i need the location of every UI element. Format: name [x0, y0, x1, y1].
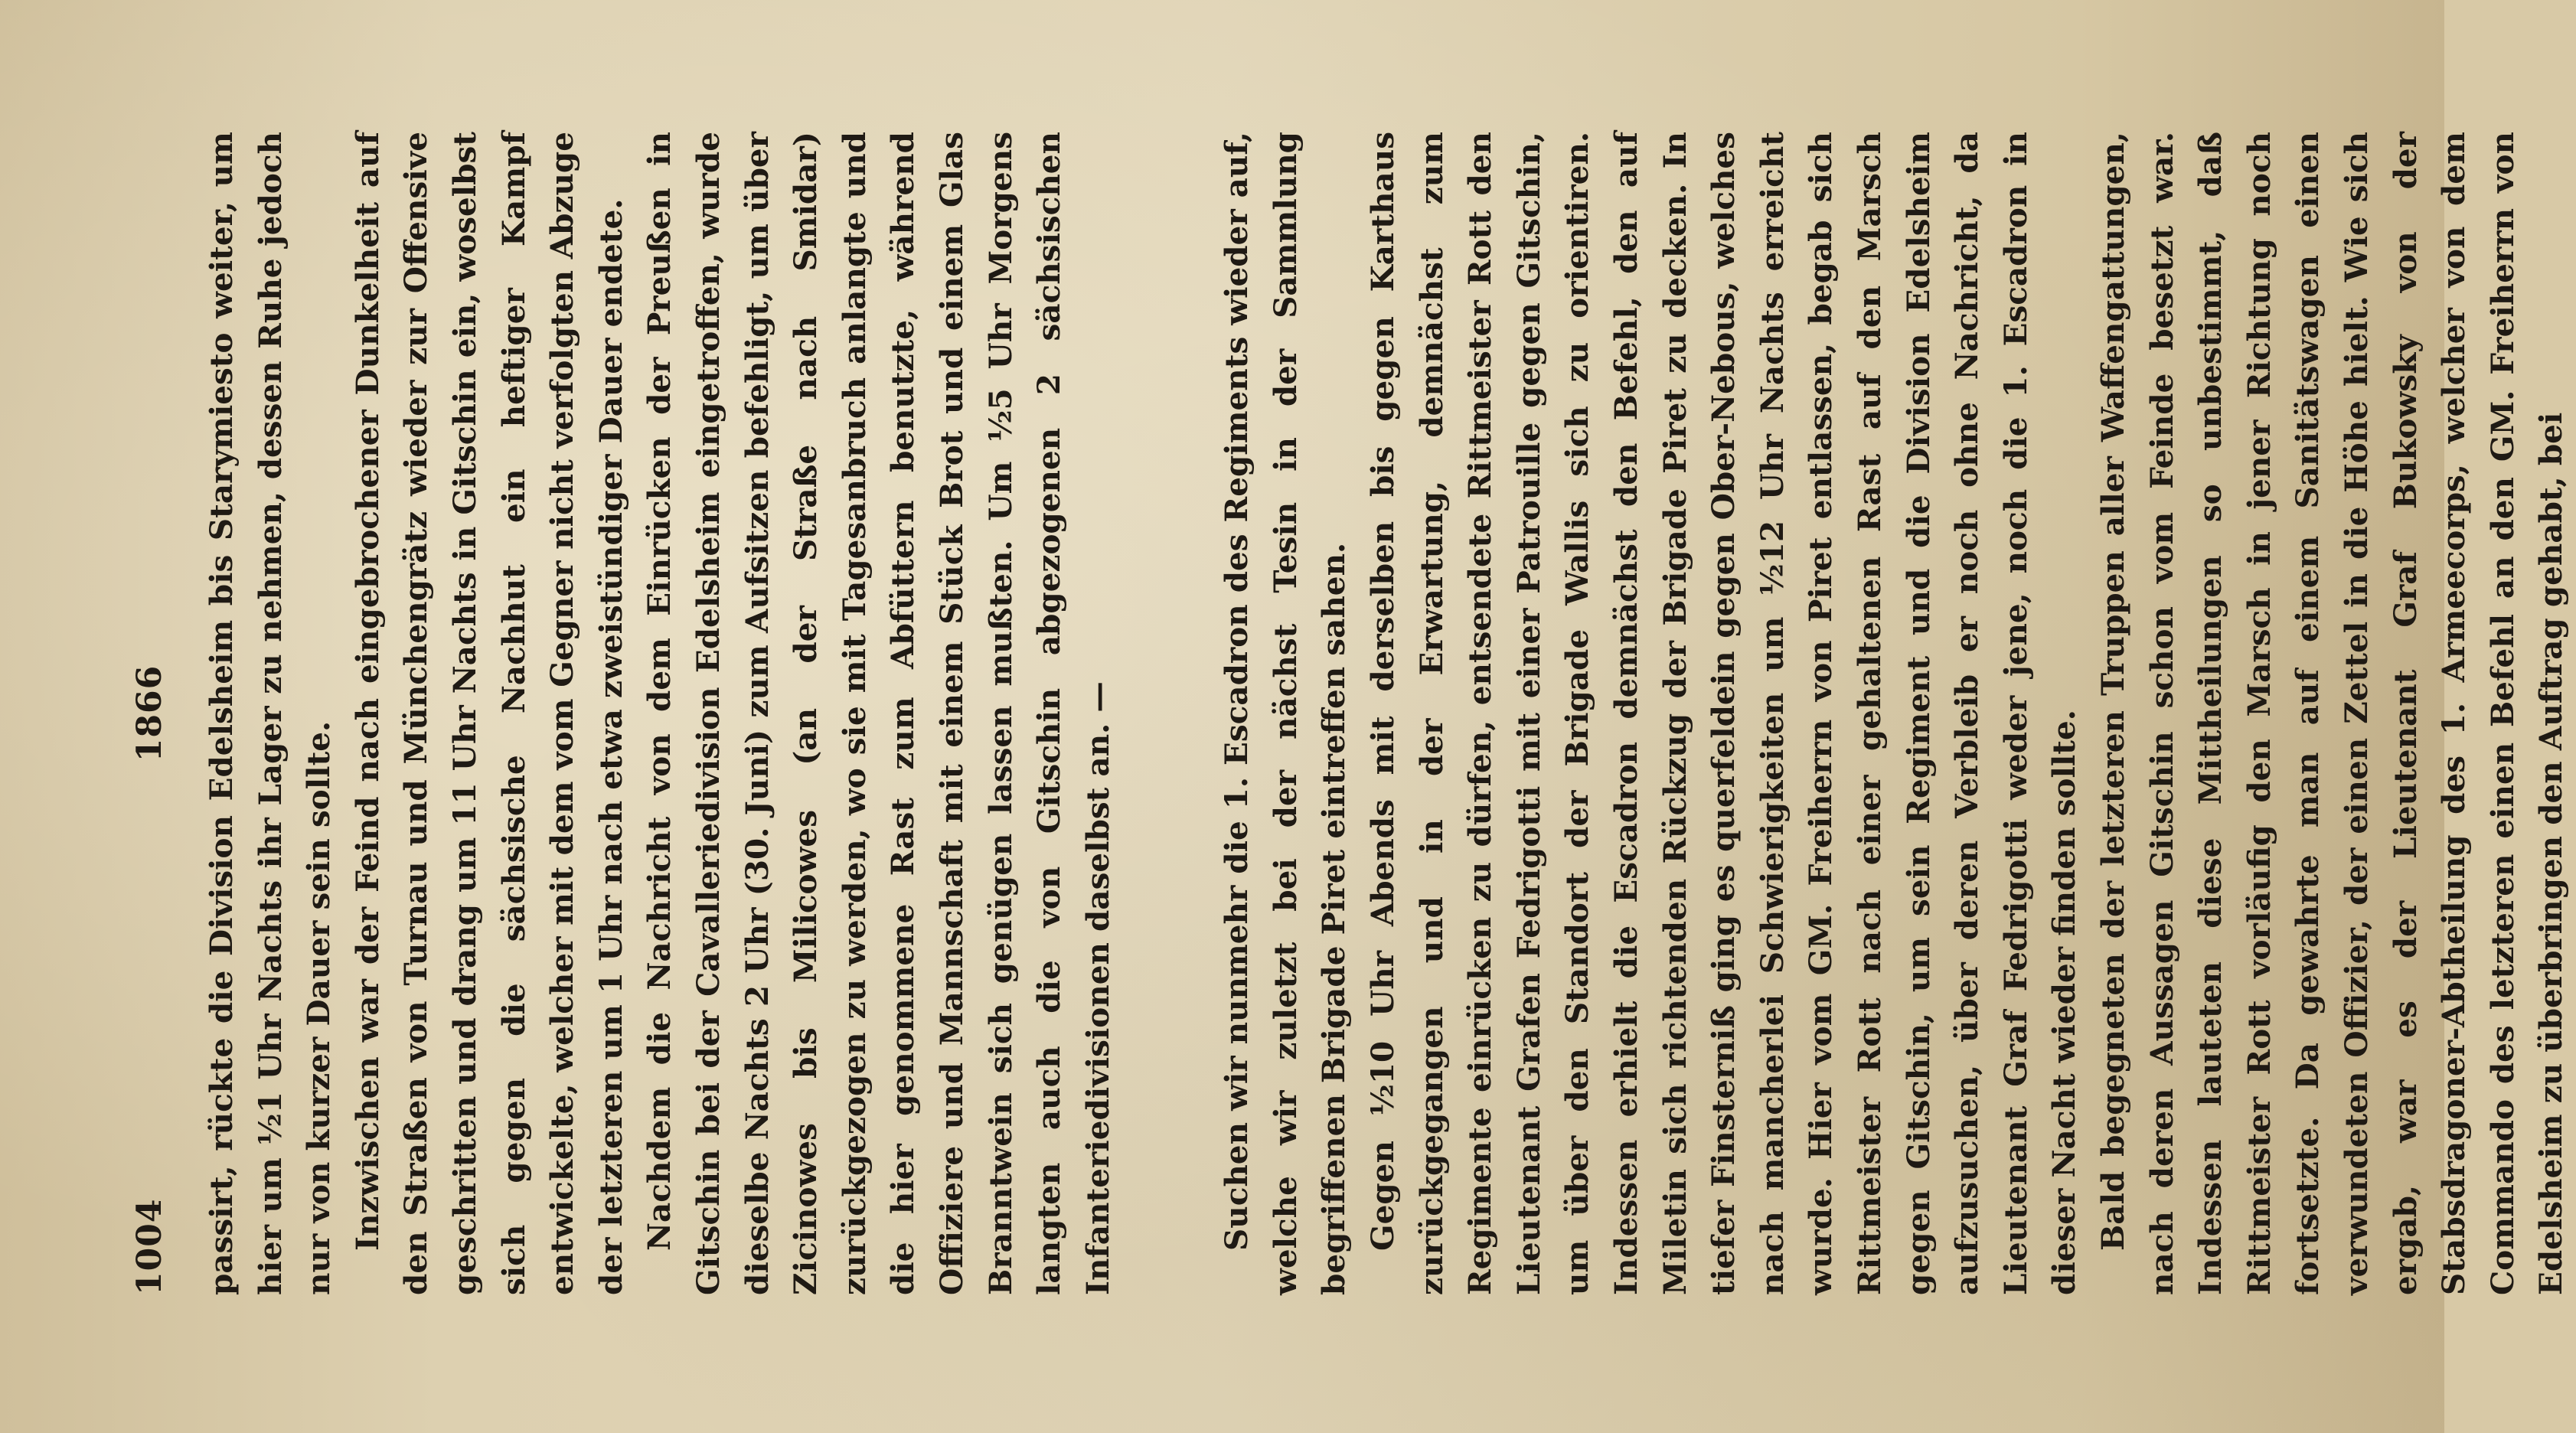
- page-number: 1004: [130, 1198, 169, 1295]
- section-gap: [1122, 132, 1213, 1295]
- paragraph: Nachdem die Nachricht von dem Einrücken der Preußen in Gitschin bei der Cavalleriedivision Edelsheim eingetroffen, wurde dieselbe Nachts 2 Uhr (30. Juni) zum Aufsitzen befehligt, um über Zicinowes bis Milicowes (an der Straße nach Smidar) zurückgezogen zu werden, wo sie mit Tagesanbruch anlangte und die hier genommene Rast zum Abfüttern benutzte, während Offiziere und Mannschaft mit einem Stück Brot und einem Glas Branntwein sich genügen lassen mußten. Um ½5 Uhr Morgens langten auch die von Gitschin abgezogenen 2 sächsischen Infanteriedivisionen daselbst an. —: [641, 132, 1116, 1295]
- paragraph: Gegen ½10 Uhr Abends mit derselben bis gegen Karthaus zurückgegangen und in der Erwartung, demnächst zum Regimente einrücken zu dürfen, entsendete Rittmeister Rott den Lieutenant Grafen Fedrigotti mit einer Patrouille gegen Gitschin, um über den Standort der Brigade Wallis sich zu orientiren. Indessen erhielt die Escadron demnächst den Befehl, den auf Miletin sich richtenden Rückzug der Brigade Piret zu decken. In tiefer Finsterniß ging es querfeldein gegen Ober-Nebous, welches nach mancherlei Schwierigkeiten um ½12 Uhr Nachts erreicht wurde. Hier vom GM. Freiherrn von Piret entlassen, begab sich Rittmeister Rott nach einer gehaltenen Rast auf den Marsch gegen Gitschin, um sein Regiment und die Division Edelsheim aufzusuchen, über deren Verbleib er noch ohne Nachricht, da Lieutenant Graf Fedrigotti weder jene, noch die 1. Escadron in dieser Nacht wieder finden sollte.: [1364, 132, 2083, 1295]
- running-head-year: 1866: [130, 664, 169, 762]
- text-frame: [130, 132, 2576, 1295]
- running-header: [130, 132, 184, 1295]
- paragraph: Bald begegneten der letzteren Truppen aller Waffengattungen, nach deren Aussagen Gitschin schon vom Feinde besetzt war. Indessen lauteten diese Mittheilungen so unbestimmt, daß Rittmeister Rott vorläufig den Marsch in jener Richtung noch fortsetzte. Da gewahrte man auf einem Sanitätswagen einen verwundeten Offizier, der einen Zettel in die Höhe hielt. Wie sich ergab, war es der Lieutenant Graf Bukowsky von der Stabsdragoner-Abtheilung des 1. Armeecorps, welcher von dem Commando des letzteren einen Befehl an den GM. Freiherrn von Edelsheim zu überbringen den Auftrag gehabt, bei: [2094, 132, 2570, 1295]
- paragraph: Suchen wir nunmehr die 1. Escadron des Regiments wieder auf, welche wir zuletzt bei der nächst Tesin in der Sammlung begriffenen Brigade Piret eintreffen sahen.: [1218, 132, 1353, 1295]
- paragraph: passirt, rückte die Division Edelsheim bis Starymiesto weiter, um hier um ½1 Uhr Nachts ihr Lager zu nehmen, dessen Ruhe jedoch nur von kurzer Dauer sein sollte.: [203, 132, 338, 1295]
- body-text: [198, 132, 2576, 1295]
- paragraph: Inzwischen war der Feind nach eingebrochener Dunkelheit auf den Straßen von Turnau und Münchengrätz wieder zur Offensive geschritten und drang um 11 Uhr Nachts in Gitschin ein, woselbst sich gegen die sächsische Nachhut ein heftiger Kampf entwickelte, welcher mit dem vom Gegner nicht verfolgten Abzuge der letzteren um 1 Uhr nach etwa zweistündiger Dauer endete.: [348, 132, 629, 1295]
